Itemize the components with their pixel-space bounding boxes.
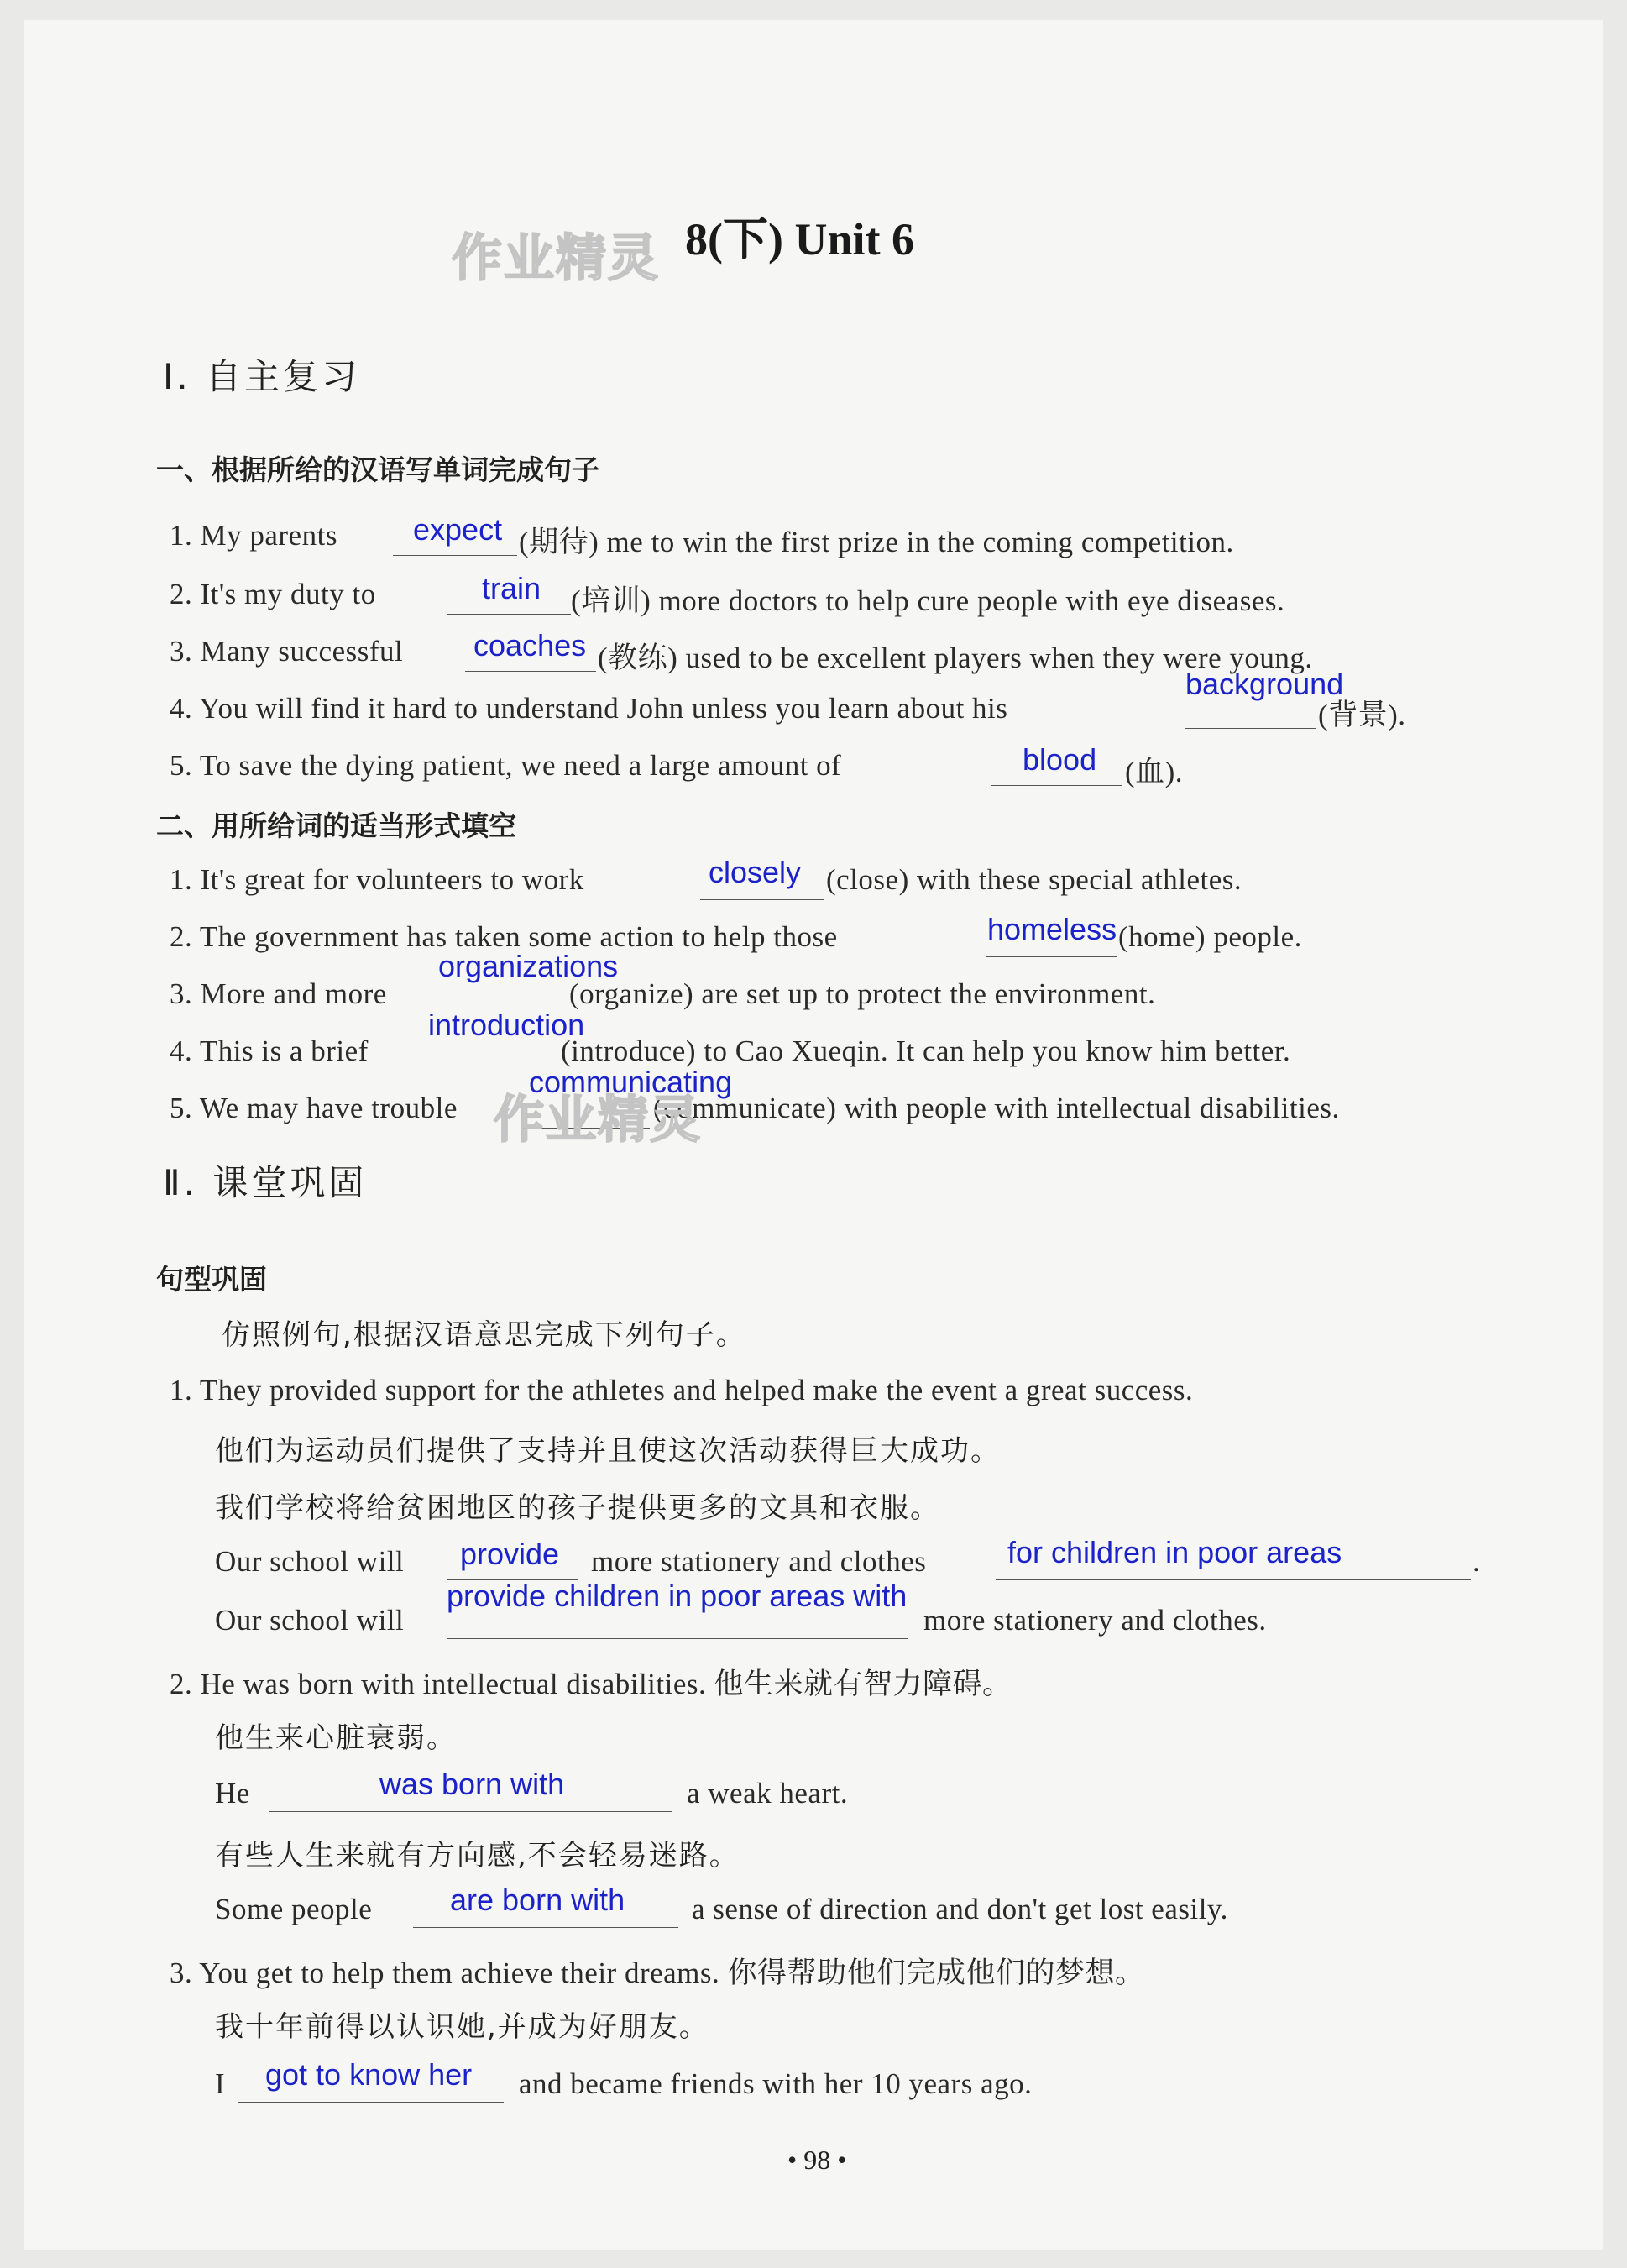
p2-item2-text: 2. The government has taken some action to help those	[170, 920, 838, 953]
p1-item1-tail: (期待) me to win the first prize in the coming competition.	[519, 526, 1234, 558]
p2-item3-tail: (organize) are set up to protect the environment.	[569, 977, 1156, 1010]
p1-item2-text: 2. It's my duty to	[170, 578, 376, 610]
q1-task-zh: 我们学校将给贫困地区的孩子提供更多的文具和衣服。	[215, 1491, 940, 1525]
part1-heading: 一、根据所给的汉语写单词完成句子	[156, 453, 599, 486]
p2-item5-tail: (communicate) with people with intellectual disabilities.	[653, 1092, 1340, 1124]
p1-item4-answer: background	[1185, 667, 1344, 701]
q2-a-post: a weak heart.	[687, 1777, 849, 1810]
page-number: • 98 •	[787, 2145, 847, 2175]
p2-item2-answer: homeless	[987, 912, 1117, 946]
q1-example: 1. They provided support for the athletes and helped make the event a great success.	[170, 1374, 1194, 1406]
section-heading-1: Ⅰ. 自主复习	[163, 356, 361, 397]
p2-item1-blank	[700, 898, 824, 900]
q1-a-end: .	[1473, 1545, 1481, 1578]
part3-heading: 句型巩固	[156, 1263, 267, 1296]
q2-answer-1: was born with	[379, 1767, 565, 1801]
p2-item3-text: 3. More and more	[170, 977, 387, 1010]
q1-b-pre: Our school will	[215, 1604, 405, 1637]
p1-item1-answer: expect	[413, 512, 503, 547]
q2-b-blank	[413, 1926, 678, 1928]
q2-answer-2: are born with	[450, 1883, 625, 1917]
q3-task-zh: 我十年前得以认识她,并成为好朋友。	[215, 2010, 709, 2044]
p1-item1-text: 1. My parents	[170, 519, 337, 552]
q1-b-blank	[447, 1637, 908, 1639]
q1-answer-3: provide children in poor areas with	[447, 1579, 908, 1613]
p2-item4-text: 4. This is a brief	[170, 1034, 369, 1067]
p1-item3-text: 3. Many successful	[170, 635, 404, 668]
q2-a-pre: He	[215, 1777, 250, 1810]
p1-item3-tail: (教练) used to be excellent players when they were young.	[598, 642, 1313, 674]
p1-item2-tail: (培训) more doctors to help cure people with eye diseases.	[571, 584, 1285, 617]
p1-item4-tail: (背景).	[1318, 699, 1406, 731]
q2-a-blank	[269, 1810, 672, 1812]
q1-a-pre: Our school will	[215, 1545, 405, 1578]
p2-item1-answer: closely	[709, 855, 802, 889]
part2-heading: 二、用所给词的适当形式填空	[156, 809, 516, 842]
q1-a-blank2	[996, 1579, 1471, 1580]
q1-answer-2: for children in poor areas	[1007, 1535, 1342, 1569]
q3-answer-1: got to know her	[265, 2057, 473, 2092]
q3-a-post: and became friends with her 10 years ago.	[519, 2067, 1033, 2100]
p1-item5-text: 5. To save the dying patient, we need a large amount of	[170, 749, 842, 782]
p1-item5-answer: blood	[1023, 742, 1097, 777]
page-title: 8(下) Unit 6	[685, 214, 914, 265]
q1-answer-1: provide	[460, 1537, 560, 1571]
p2-item4-tail: (introduce) to Cao Xueqin. It can help you know him better.	[561, 1034, 1291, 1067]
p1-item3-blank	[465, 670, 596, 672]
p2-item5-text: 5. We may have trouble	[170, 1092, 458, 1124]
p2-item2-blank	[986, 956, 1117, 957]
p1-item1-blank	[393, 554, 517, 556]
part3-instruction: 仿照例句,根据汉语意思完成下列句子。	[222, 1318, 746, 1352]
q1-b-post: more stationery and clothes.	[923, 1604, 1267, 1637]
worksheet-page	[24, 20, 1603, 2250]
q1-a-mid: more stationery and clothes	[591, 1545, 927, 1578]
section-heading-2: Ⅱ. 课堂巩固	[163, 1162, 368, 1203]
q2-b-pre: Some people	[215, 1893, 373, 1925]
q2-b-post: a sense of direction and don't get lost easily.	[692, 1893, 1228, 1925]
p1-item5-blank	[991, 784, 1122, 786]
p2-item1-text: 1. It's great for volunteers to work	[170, 863, 584, 896]
q2-example: 2. He was born with intellectual disabilities. 他生来就有智力障碍。	[170, 1668, 1012, 1700]
p2-item2-tail: (home) people.	[1118, 920, 1302, 953]
p2-item5-answer: communicating	[529, 1065, 733, 1099]
p2-item3-answer: organizations	[438, 949, 619, 983]
q1-example-zh: 他们为运动员们提供了支持并且使这次活动获得巨大成功。	[215, 1434, 1001, 1468]
q2-task2-zh: 有些人生来就有方向感,不会轻易迷路。	[215, 1839, 740, 1873]
p1-item2-answer: train	[482, 571, 541, 605]
p1-item3-answer: coaches	[473, 628, 587, 663]
watermark-mid: 作业精灵	[494, 1091, 702, 1150]
q2-task1-zh: 他生来心脏衰弱。	[215, 1721, 457, 1755]
p2-item4-answer: introduction	[428, 1008, 585, 1042]
p1-item5-tail: (血).	[1125, 756, 1184, 788]
watermark-top: 作业精灵	[452, 229, 660, 288]
q3-example: 3. You get to help them achieve their dreams. 你得帮助他们完成他们的梦想。	[170, 1956, 1145, 1989]
p1-item4-blank	[1185, 727, 1316, 729]
p2-item1-tail: (close) with these special athletes.	[826, 863, 1242, 896]
q3-a-pre: I	[215, 2067, 226, 2100]
p1-item4-text: 4. You will find it hard to understand John unless you learn about his	[170, 692, 1008, 725]
p1-item2-blank	[447, 613, 571, 615]
q3-a-blank	[238, 2101, 504, 2103]
